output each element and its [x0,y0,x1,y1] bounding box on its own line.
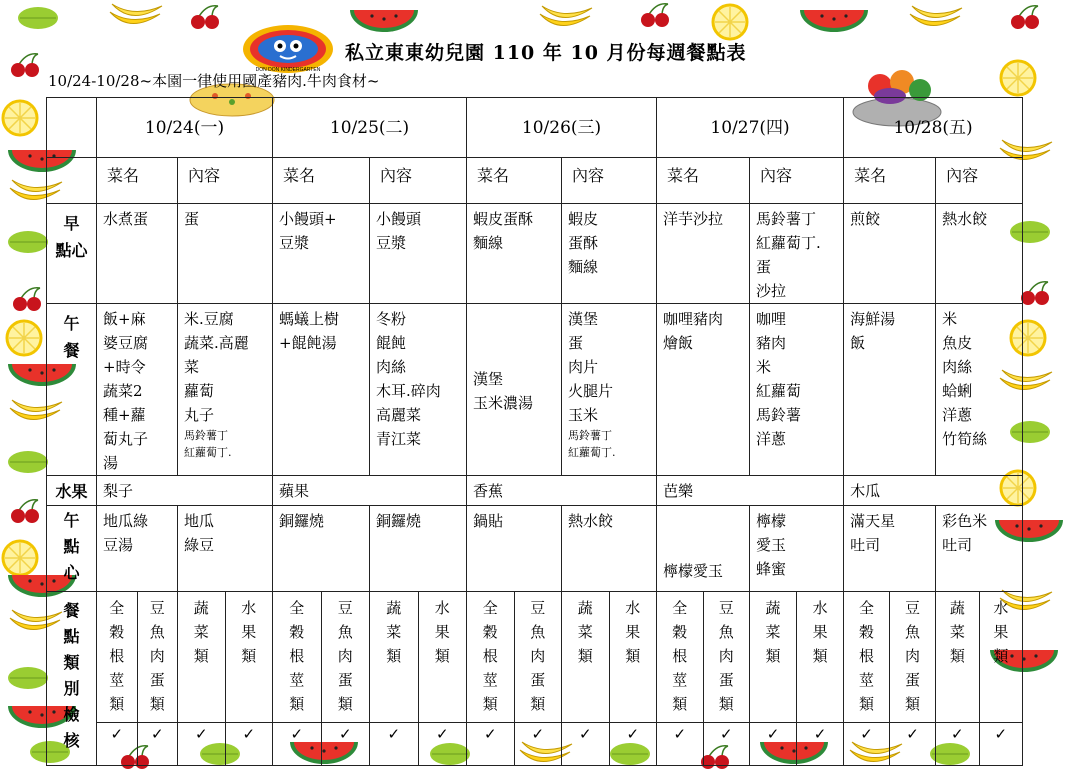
breakfast-dish: 煎餃 [844,204,936,304]
category-cell: 豆 魚 肉 蛋 類 [718,599,734,713]
category-cell: 水 果 類 [434,599,450,665]
check-mark: ✓ [750,723,797,765]
lunch-content [178,304,273,476]
snack-content: 熱水餃 [562,506,657,592]
category-cell: 蔬 菜 類 [562,592,610,722]
lunch-content: 咖哩 豬肉 米 紅蘿蔔 馬鈴薯 洋蔥 [750,304,844,476]
category-cell: 蔬 菜 類 [936,592,980,722]
fruit-label: 水果 [47,476,97,506]
snack-content: 檸檬 愛玉 蜂蜜 [750,506,844,592]
corner-cell [47,98,97,158]
check-cell-pair [273,723,370,766]
category-cell-pair [750,592,844,723]
snack-dish: 銅鑼燒 [273,506,370,592]
category-cell: 水 果 類 [241,599,257,665]
breakfast-content: 小饅頭 豆漿 [370,204,467,304]
category-cell-pair [562,592,657,723]
lunch-content-main: 米.豆腐 蔬菜.高麗 菜 蘿蔔 丸子 [184,310,249,424]
content-header: 內容 [936,158,1023,204]
breakfast-dish: 蝦皮蛋酥 麵線 [467,204,562,304]
breakfast-dish: 洋芋沙拉 [657,204,750,304]
category-cell: 蔬 菜 類 [750,592,797,722]
lunch-content-note: 馬鈴薯丁 紅蘿蔔丁. [184,429,232,459]
content-header: 內容 [562,158,657,204]
lunch-content-main: 漢堡 蛋 肉片 火腿片 玉米 [568,310,614,424]
snack-dish: 地瓜綠 豆湯 [97,506,178,592]
category-label: 餐 點 類 別 檢 核 [47,592,97,766]
check-mark: ✓ [657,723,704,765]
category-cell: 水 果 類 [625,599,641,665]
check-mark: ✓ [626,725,640,743]
category-cell: 豆 魚 肉 蛋 類 [149,599,165,713]
date-thu: 10/27(四) [657,98,844,158]
check-mark: ✓ [936,723,980,765]
category-cell: 蔬 菜 類 [370,592,419,722]
category-cell-pair [844,592,936,723]
logo-text: DON DON KINDERGARTEN [255,67,321,73]
check-cell-pair [178,723,273,766]
lunch-label: 午 餐 [47,304,97,476]
snack-content: 彩色米 吐司 [936,506,1023,592]
snack-row [47,506,1023,592]
fruit-tue: 蘋果 [273,476,467,506]
lunch-content: 米 魚皮 肉絲 蛤蜊 洋蔥 竹筍絲 [936,304,1023,476]
breakfast-content: 熱水餃 [936,204,1023,304]
check-cell-pair [657,723,750,766]
dish-header: 菜名 [657,158,750,204]
check-cell-pair [936,723,1023,766]
breakfast-row [47,204,1023,304]
check-cell-pair [844,723,936,766]
check-mark: ✓ [436,725,449,743]
check-mark: ✓ [562,723,610,765]
breakfast-dish: 小饅頭+ 豆漿 [273,204,370,304]
snack-dish: 滿天星 吐司 [844,506,936,592]
corner-cell [47,158,97,204]
date-row [47,98,1023,158]
category-cell: 水 果 類 [812,599,828,665]
weekly-menu-table [46,97,1023,766]
snack-content: 銅鑼燒 [370,506,467,592]
date-wed: 10/26(三) [467,98,657,158]
dish-header: 菜名 [467,158,562,204]
snack-dish: 鍋貼 [467,506,562,592]
lunch-dish: 咖哩豬肉 燴飯 [657,304,750,476]
snack-label: 午 點 心 [47,506,97,592]
category-cell: 全 穀 根 莖 類 [273,592,322,722]
lunch-content [562,304,657,476]
category-cell-pair [97,592,178,723]
check-mark: ✓ [242,725,256,743]
school-logo [242,24,334,74]
fruit-thu: 芭樂 [657,476,844,506]
fruit-wed: 香蕉 [467,476,657,506]
check-mark: ✓ [338,725,352,743]
category-cell-pair [178,592,273,723]
check-mark: ✓ [813,725,827,743]
lunch-dish: 海鮮湯 飯 [844,304,936,476]
breakfast-dish: 水煮蛋 [97,204,178,304]
check-row [47,723,1023,766]
breakfast-content: 蝦皮 蛋酥 麵線 [562,204,657,304]
category-cell: 全 穀 根 莖 類 [467,592,515,722]
category-row [47,592,1023,723]
check-cell-pair [467,723,562,766]
category-cell-pair [273,592,370,723]
category-cell: 豆 魚 肉 蛋 類 [905,599,921,713]
snack-dish: 檸檬愛玉 [657,506,750,592]
check-mark: ✓ [178,723,226,765]
week-subtitle: 10/24-10/28~本園一律使用國產豬肉.牛肉食材~ [48,72,380,90]
date-tue: 10/25(二) [273,98,467,158]
check-cell-pair [562,723,657,766]
category-cell: 全 穀 根 莖 類 [97,592,138,722]
check-mark: ✓ [150,725,164,743]
category-cell-pair [657,592,750,723]
category-cell: 豆 魚 肉 蛋 類 [530,599,546,713]
fruit-row [47,476,1023,506]
check-mark: ✓ [97,723,138,765]
lunch-dish: 飯+麻 婆豆腐 +時令 蔬菜2 種+蘿 蔔丸子 湯 [97,304,178,476]
lunch-dish: 漢堡 玉米濃湯 [467,304,562,476]
dish-header: 菜名 [844,158,936,204]
page-title: 私立東東幼兒園 110 年 10 月份每週餐點表 [345,42,747,64]
content-header: 內容 [178,158,273,204]
check-mark: ✓ [906,725,919,743]
category-cell: 豆 魚 肉 蛋 類 [337,599,353,713]
date-fri: 10/28(五) [844,98,1023,158]
snack-content: 地瓜 綠豆 [178,506,273,592]
content-header: 內容 [370,158,467,204]
category-cell: 蔬 菜 類 [178,592,226,722]
check-mark: ✓ [844,723,890,765]
check-mark: ✓ [994,725,1008,743]
lunch-row [47,304,1023,476]
check-mark: ✓ [531,725,545,743]
date-mon: 10/24(一) [97,98,273,158]
breakfast-content: 馬鈴薯丁 紅蘿蔔丁. 蛋 沙拉 [750,204,844,304]
category-cell: 水 果 類 [993,599,1009,665]
check-cell-pair [750,723,844,766]
lunch-content-note: 馬鈴薯丁 紅蘿蔔丁. [568,429,616,459]
category-cell: 全 穀 根 莖 類 [657,592,704,722]
category-cell: 全 穀 根 莖 類 [844,592,890,722]
fruit-mon: 梨子 [97,476,273,506]
check-mark: ✓ [370,723,419,765]
check-cell-pair [370,723,467,766]
content-header: 內容 [750,158,844,204]
dish-header: 菜名 [273,158,370,204]
check-mark: ✓ [467,723,515,765]
check-mark: ✓ [273,723,322,765]
breakfast-label: 早 點心 [47,204,97,304]
lunch-content: 冬粉 餛飩 肉絲 木耳.碎肉 高麗菜 青江菜 [370,304,467,476]
breakfast-content: 蛋 [178,204,273,304]
category-cell-pair [370,592,467,723]
check-mark: ✓ [720,725,733,743]
check-cell-pair [97,723,178,766]
lunch-dish: 螞蟻上樹 +餛飩湯 [273,304,370,476]
dish-header: 菜名 [97,158,178,204]
fruit-fri: 木瓜 [844,476,1023,506]
header-row [47,158,1023,204]
category-cell-pair [936,592,1023,723]
category-cell-pair [467,592,562,723]
